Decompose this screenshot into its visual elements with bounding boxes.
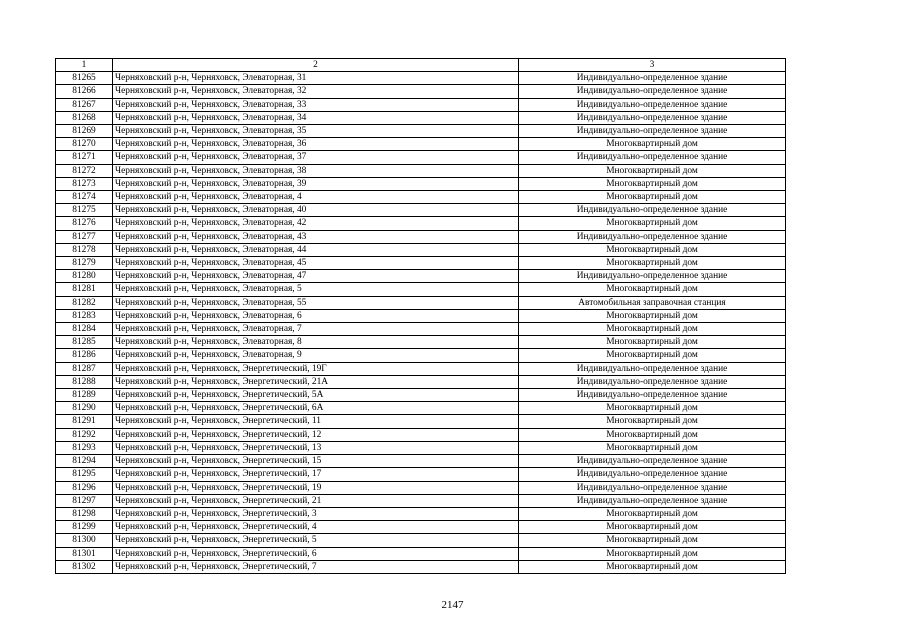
cell-address: Черняховский р-н, Черняховск, Энергетический, 19Г [113, 362, 519, 375]
cell-address: Черняховский р-н, Черняховск, Энергетический, 21 [113, 494, 519, 507]
cell-type: Индивидуально-определенное здание [519, 125, 786, 138]
cell-id: 81288 [56, 375, 113, 388]
table-row [56, 521, 786, 534]
cell-type: Многоквартирный дом [519, 415, 786, 428]
cell-type: Многоквартирный дом [519, 323, 786, 336]
cell-id: 81271 [56, 151, 113, 164]
table-row [56, 138, 786, 151]
cell-id: 81298 [56, 507, 113, 520]
cell-type: Многоквартирный дом [519, 309, 786, 322]
cell-address: Черняховский р-н, Черняховск, Элеваторная, 31 [113, 72, 519, 85]
cell-id: 81294 [56, 455, 113, 468]
cell-address: Черняховский р-н, Черняховск, Элеваторная, 6 [113, 309, 519, 322]
cell-address: Черняховский р-н, Черняховск, Элеваторная, 40 [113, 204, 519, 217]
cell-type: Многоквартирный дом [519, 428, 786, 441]
cell-address: Черняховский р-н, Черняховск, Энергетический, 5А [113, 389, 519, 402]
cell-type: Многоквартирный дом [519, 521, 786, 534]
cell-type: Индивидуально-определенное здание [519, 468, 786, 481]
cell-type: Многоквартирный дом [519, 547, 786, 560]
cell-id: 81281 [56, 283, 113, 296]
cell-id: 81280 [56, 270, 113, 283]
column-header-2: 2 [113, 59, 519, 72]
cell-address: Черняховский р-н, Черняховск, Энергетический, 21А [113, 375, 519, 388]
cell-address: Черняховский р-н, Черняховск, Энергетический, 4 [113, 521, 519, 534]
table-row [56, 191, 786, 204]
cell-address: Черняховский р-н, Черняховск, Элеваторная, 37 [113, 151, 519, 164]
cell-type: Многоквартирный дом [519, 191, 786, 204]
table-row [56, 296, 786, 309]
cell-address: Черняховский р-н, Черняховск, Энергетический, 6А [113, 402, 519, 415]
cell-id: 81284 [56, 323, 113, 336]
table-row [56, 98, 786, 111]
cell-id: 81274 [56, 191, 113, 204]
cell-id: 81277 [56, 230, 113, 243]
cell-type: Индивидуально-определенное здание [519, 375, 786, 388]
table-row [56, 283, 786, 296]
cell-id: 81269 [56, 125, 113, 138]
table-row [56, 441, 786, 454]
cell-id: 81296 [56, 481, 113, 494]
cell-id: 81283 [56, 309, 113, 322]
table-row [56, 336, 786, 349]
table-body [56, 72, 786, 574]
cell-id: 81273 [56, 177, 113, 190]
table-row [56, 323, 786, 336]
table-row [56, 164, 786, 177]
cell-id: 81292 [56, 428, 113, 441]
cell-address: Черняховский р-н, Черняховск, Элеваторная, 55 [113, 296, 519, 309]
cell-type: Многоквартирный дом [519, 164, 786, 177]
cell-address: Черняховский р-н, Черняховск, Элеваторная, 7 [113, 323, 519, 336]
cell-type: Индивидуально-определенное здание [519, 151, 786, 164]
table-row [56, 85, 786, 98]
cell-id: 81295 [56, 468, 113, 481]
column-header-3: 3 [519, 59, 786, 72]
cell-address: Черняховский р-н, Черняховск, Энергетический, 15 [113, 455, 519, 468]
table-row [56, 402, 786, 415]
cell-id: 81276 [56, 217, 113, 230]
cell-id: 81293 [56, 441, 113, 454]
cell-address: Черняховский р-н, Черняховск, Элеваторная, 44 [113, 243, 519, 256]
cell-id: 81270 [56, 138, 113, 151]
table-row [56, 389, 786, 402]
cell-address: Черняховский р-н, Черняховск, Элеваторная, 33 [113, 98, 519, 111]
cell-id: 81285 [56, 336, 113, 349]
cell-address: Черняховский р-н, Черняховск, Энергетический, 12 [113, 428, 519, 441]
cell-type: Многоквартирный дом [519, 217, 786, 230]
table-row [56, 204, 786, 217]
table-row [56, 151, 786, 164]
cell-address: Черняховский р-н, Черняховск, Энергетический, 19 [113, 481, 519, 494]
cell-id: 81272 [56, 164, 113, 177]
cell-type: Многоквартирный дом [519, 283, 786, 296]
cell-id: 81289 [56, 389, 113, 402]
table-row [56, 177, 786, 190]
table-row [56, 309, 786, 322]
table-row [56, 375, 786, 388]
cell-address: Черняховский р-н, Черняховск, Элеваторная, 47 [113, 270, 519, 283]
table-row [56, 468, 786, 481]
cell-id: 81278 [56, 243, 113, 256]
table-row [56, 362, 786, 375]
page-number: 2147 [441, 599, 464, 611]
cell-type: Многоквартирный дом [519, 349, 786, 362]
table-row [56, 428, 786, 441]
cell-address: Черняховский р-н, Черняховск, Элеваторная, 34 [113, 111, 519, 124]
cell-type: Индивидуально-определенное здание [519, 481, 786, 494]
table-row [56, 560, 786, 573]
cell-id: 81275 [56, 204, 113, 217]
table-row [56, 72, 786, 85]
cell-type: Индивидуально-определенное здание [519, 85, 786, 98]
cell-address: Черняховский р-н, Черняховск, Энергетический, 7 [113, 560, 519, 573]
cell-type: Многоквартирный дом [519, 257, 786, 270]
cell-id: 81286 [56, 349, 113, 362]
cell-id: 81297 [56, 494, 113, 507]
cell-type: Индивидуально-определенное здание [519, 204, 786, 217]
table-row [56, 534, 786, 547]
cell-address: Черняховский р-н, Черняховск, Элеваторная, 4 [113, 191, 519, 204]
cell-type: Индивидуально-определенное здание [519, 270, 786, 283]
cell-type: Индивидуально-определенное здание [519, 230, 786, 243]
cell-id: 81279 [56, 257, 113, 270]
cell-type: Индивидуально-определенное здание [519, 72, 786, 85]
cell-type: Индивидуально-определенное здание [519, 111, 786, 124]
cell-id: 81299 [56, 521, 113, 534]
cell-id: 81291 [56, 415, 113, 428]
table-row [56, 230, 786, 243]
cell-id: 81268 [56, 111, 113, 124]
cell-address: Черняховский р-н, Черняховск, Элеваторная, 8 [113, 336, 519, 349]
cell-type: Многоквартирный дом [519, 138, 786, 151]
cell-id: 81302 [56, 560, 113, 573]
table-row [56, 125, 786, 138]
cell-address: Черняховский р-н, Черняховск, Энергетический, 6 [113, 547, 519, 560]
property-table [55, 58, 786, 574]
table-row [56, 415, 786, 428]
cell-type: Индивидуально-определенное здание [519, 389, 786, 402]
table-row [56, 481, 786, 494]
cell-type: Многоквартирный дом [519, 560, 786, 573]
table-header-row [56, 59, 786, 72]
cell-type: Индивидуально-определенное здание [519, 98, 786, 111]
cell-type: Многоквартирный дом [519, 534, 786, 547]
cell-address: Черняховский р-н, Черняховск, Энергетический, 5 [113, 534, 519, 547]
table-row [56, 257, 786, 270]
cell-type: Многоквартирный дом [519, 507, 786, 520]
cell-id: 81267 [56, 98, 113, 111]
cell-id: 81282 [56, 296, 113, 309]
cell-address: Черняховский р-н, Черняховск, Элеваторная, 36 [113, 138, 519, 151]
cell-type: Многоквартирный дом [519, 177, 786, 190]
table-row [56, 217, 786, 230]
cell-type: Многоквартирный дом [519, 243, 786, 256]
cell-id: 81287 [56, 362, 113, 375]
cell-type: Индивидуально-определенное здание [519, 455, 786, 468]
table-row [56, 243, 786, 256]
cell-address: Черняховский р-н, Черняховск, Элеваторная, 5 [113, 283, 519, 296]
cell-address: Черняховский р-н, Черняховск, Элеваторная, 39 [113, 177, 519, 190]
cell-address: Черняховский р-н, Черняховск, Элеваторная, 42 [113, 217, 519, 230]
cell-type: Индивидуально-определенное здание [519, 494, 786, 507]
cell-address: Черняховский р-н, Черняховск, Элеваторная, 38 [113, 164, 519, 177]
table-row [56, 270, 786, 283]
cell-id: 81265 [56, 72, 113, 85]
cell-address: Черняховский р-н, Черняховск, Энергетический, 17 [113, 468, 519, 481]
cell-type: Индивидуально-определенное здание [519, 362, 786, 375]
cell-address: Черняховский р-н, Черняховск, Энергетический, 11 [113, 415, 519, 428]
cell-address: Черняховский р-н, Черняховск, Элеваторная, 35 [113, 125, 519, 138]
table-row [56, 494, 786, 507]
cell-id: 81290 [56, 402, 113, 415]
cell-address: Черняховский р-н, Черняховск, Элеваторная, 45 [113, 257, 519, 270]
cell-type: Автомобильная заправочная станция [519, 296, 786, 309]
cell-address: Черняховский р-н, Черняховск, Элеваторная, 43 [113, 230, 519, 243]
cell-address: Черняховский р-н, Черняховск, Элеваторная, 32 [113, 85, 519, 98]
table-row [56, 507, 786, 520]
cell-type: Многоквартирный дом [519, 441, 786, 454]
cell-id: 81266 [56, 85, 113, 98]
table-row [56, 111, 786, 124]
table-row [56, 547, 786, 560]
table-row [56, 349, 786, 362]
cell-id: 81301 [56, 547, 113, 560]
cell-type: Многоквартирный дом [519, 336, 786, 349]
cell-address: Черняховский р-н, Черняховск, Энергетический, 3 [113, 507, 519, 520]
cell-address: Черняховский р-н, Черняховск, Элеваторная, 9 [113, 349, 519, 362]
cell-type: Многоквартирный дом [519, 402, 786, 415]
cell-address: Черняховский р-н, Черняховск, Энергетический, 13 [113, 441, 519, 454]
cell-id: 81300 [56, 534, 113, 547]
table-row [56, 455, 786, 468]
column-header-1: 1 [56, 59, 113, 72]
